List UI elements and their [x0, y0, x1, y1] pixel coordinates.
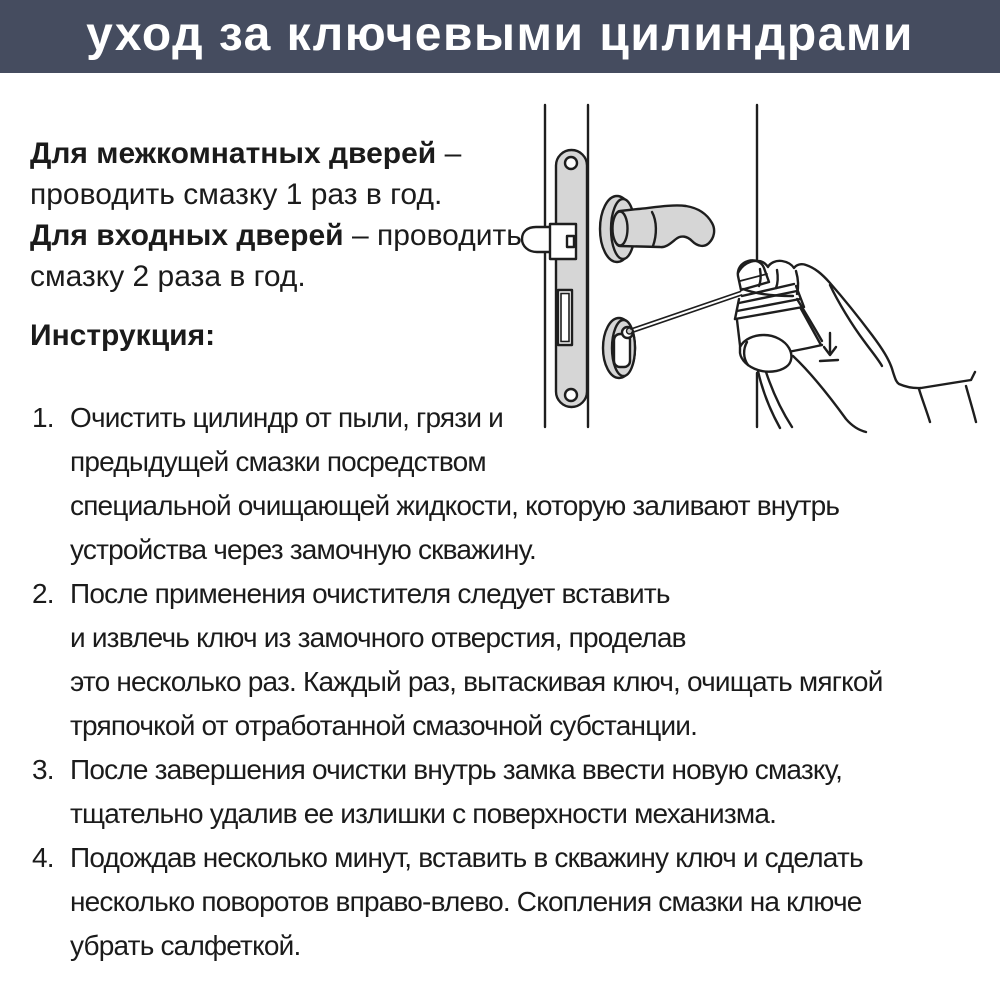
list-item-text: Подождав несколько минут, вставить в скважину ключ и сделать несколько поворотов вправо-влево. Скопления смазки на ключе убрать салфеткой.: [70, 842, 863, 961]
screw-top-icon: [565, 157, 577, 169]
keyhole-slot: [558, 290, 572, 345]
spray-straw: [631, 292, 742, 333]
press-arrow-icon: [820, 333, 838, 361]
list-item-text: После применения очистителя следует вставить и извлечь ключ из замочного отверстия, проделав это несколько раз. Каждый раз, вытаскивая ключ, очищать мягкой тряпочкой от отработанной смазочной субстанции.: [70, 578, 883, 741]
list-item-text: После завершения очистки внутрь замка ввести новую смазку, тщательно удалив ее излишки с поверхности механизма.: [70, 754, 843, 829]
list-item-number: 2.: [32, 578, 54, 609]
intro-line: проводить смазку 1 раз в год.: [30, 178, 443, 211]
screw-bottom-icon: [565, 389, 577, 401]
list-item: [32, 836, 883, 968]
page-title: уход за ключевыми цилиндрами: [86, 8, 914, 61]
header-bar: [0, 0, 1000, 73]
list-item-number: 4.: [32, 842, 54, 873]
keyhole-escutcheon: [603, 318, 635, 378]
instructions-list: [32, 396, 883, 968]
list-item-text: Очистить цилиндр от пыли, грязи и предыдущей смазки посредством специальной очищающей жидкости, которую заливают внутрь устройства через замочную скважину.: [70, 402, 840, 565]
list-item-number: 3.: [32, 754, 54, 785]
intro-line: смазку 2 раза в год.: [30, 260, 306, 293]
intro-line: Для входных дверей – проводить: [30, 219, 522, 252]
intro-paragraph: [30, 133, 522, 297]
hand: [738, 261, 976, 432]
lock-lubrication-illustration: [500, 95, 1000, 435]
list-item-number: 1.: [32, 402, 54, 433]
instructions-heading: Инструкция:: [30, 319, 216, 352]
latch-bolt: [522, 227, 551, 252]
list-item: [32, 572, 883, 748]
mortise-lock-faceplate: [522, 150, 587, 407]
list-item: [32, 748, 883, 836]
thumb: [740, 335, 791, 372]
intro-line: Для межкомнатных дверей –: [30, 137, 462, 170]
door-handle: [600, 196, 714, 262]
